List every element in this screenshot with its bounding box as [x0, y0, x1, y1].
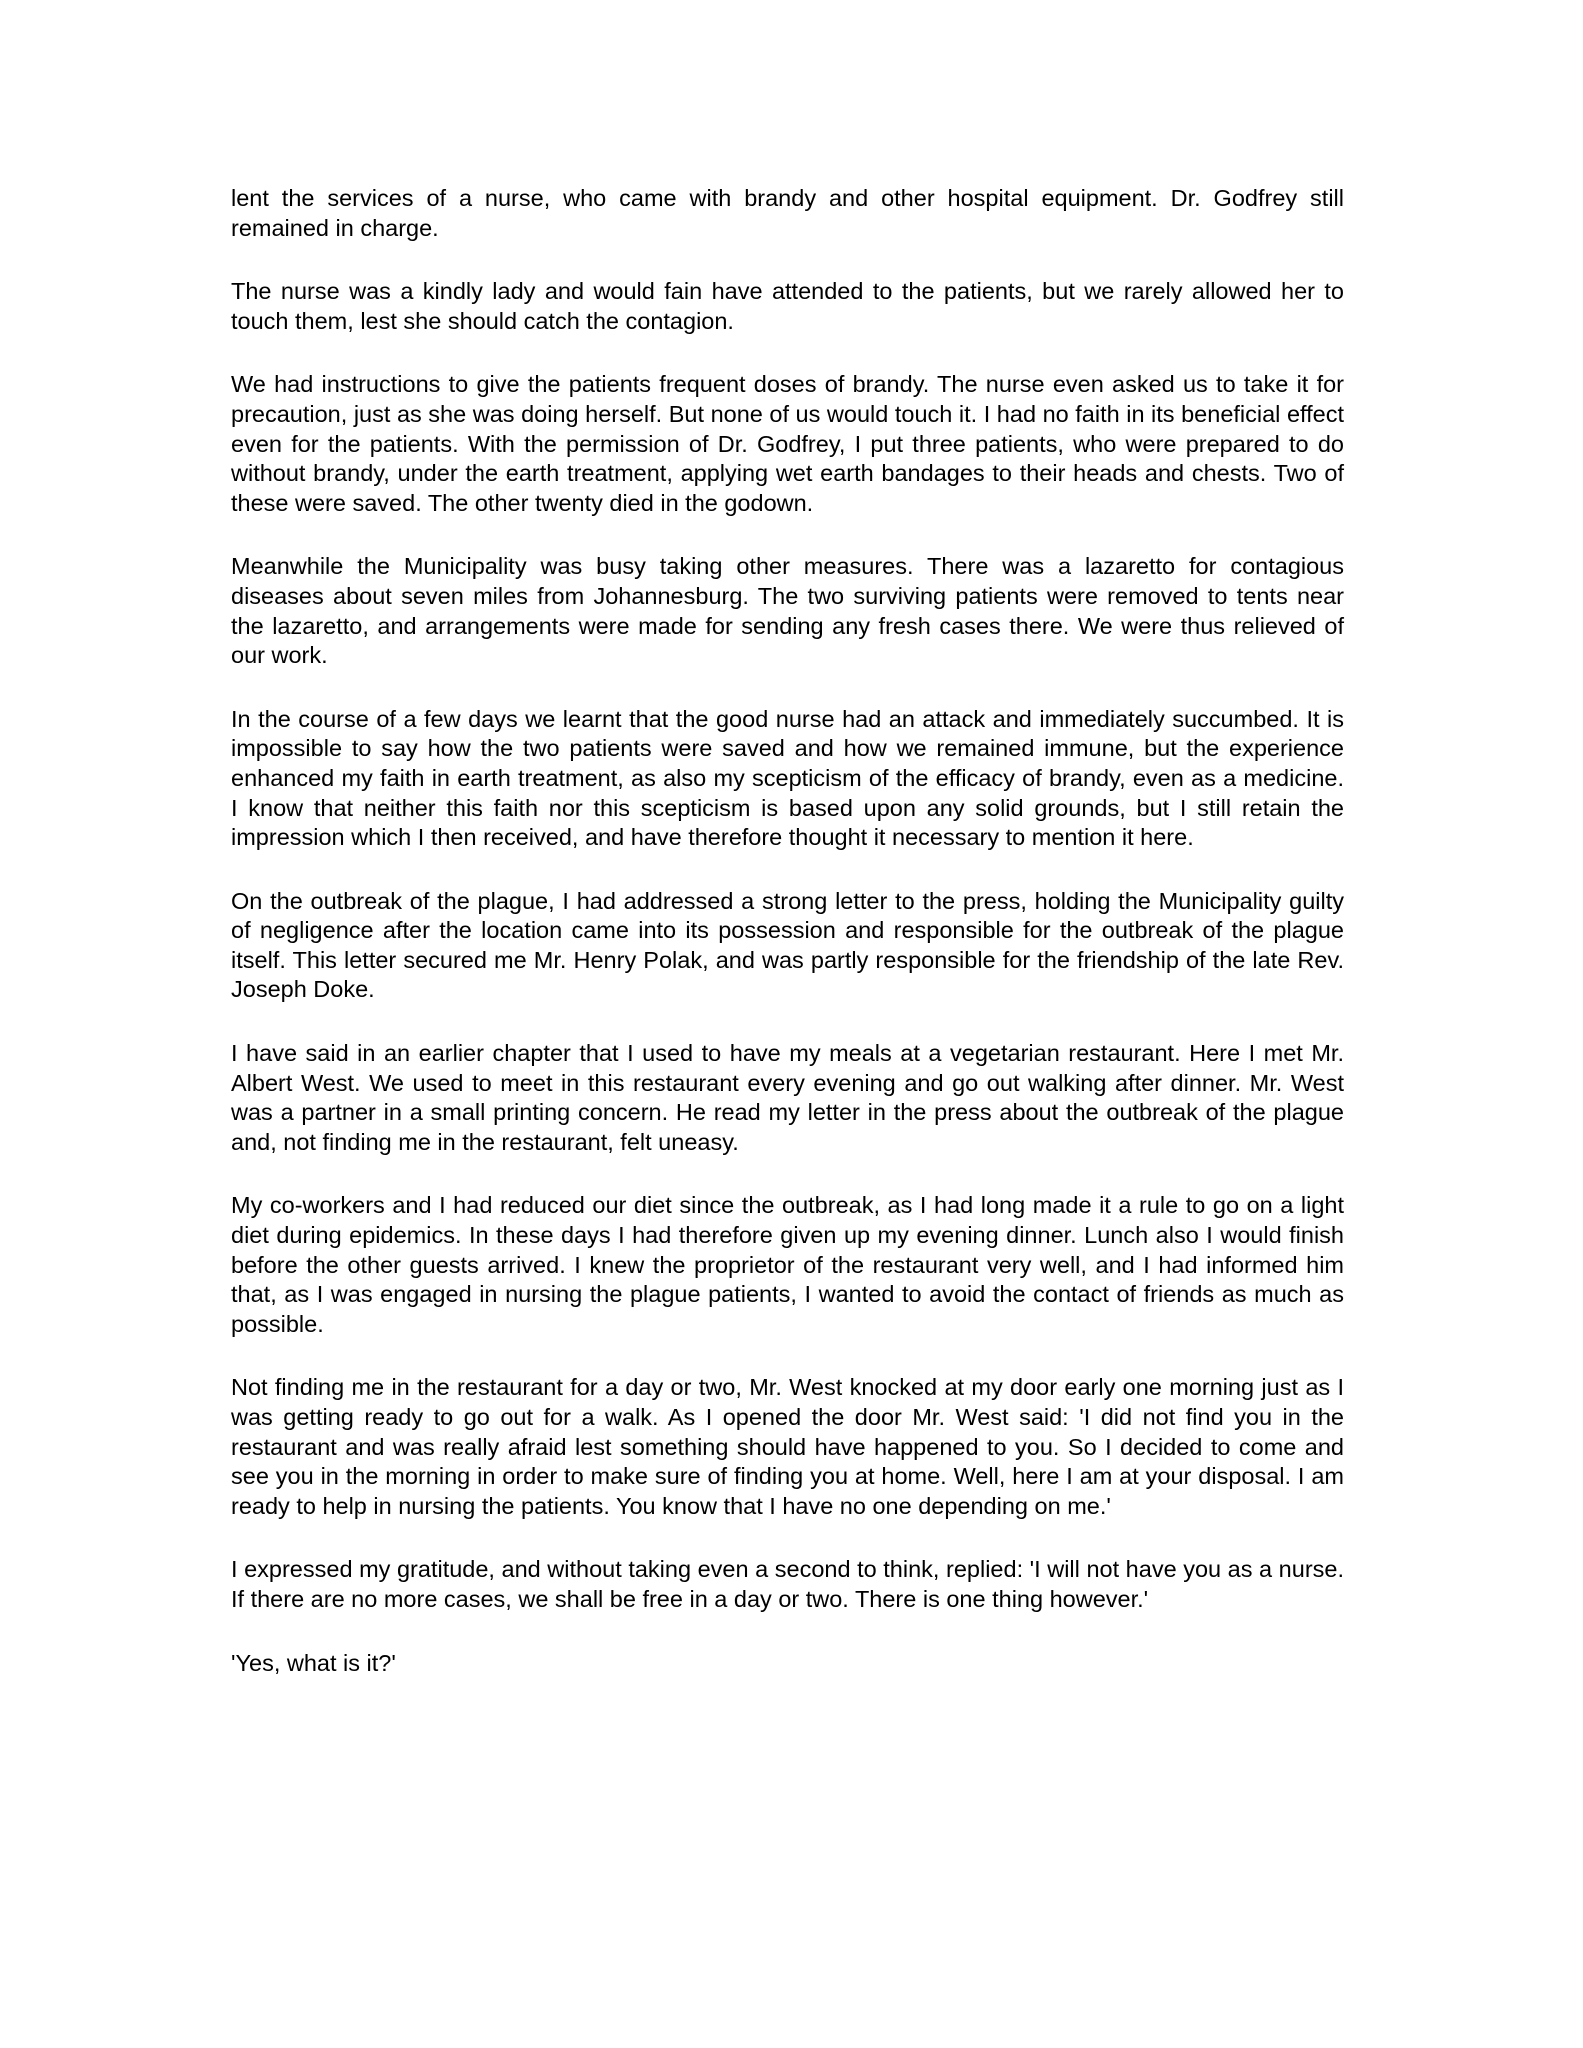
paragraph: The nurse was a kindly lady and would fain have attended to the patients, but we rarely allowed her to touch them, lest she should catch the contagion. [231, 278, 1344, 334]
body-text [231, 184, 1344, 1712]
paragraph: In the course of a few days we learnt that the good nurse had an attack and immediately succumbed. It is impossible to say how the two patients were saved and how we remained immune, but the experience enhanced my faith in earth treatment, as also my scepticism of the efficacy of brandy, even as a medicine. I know that neither this faith nor this scepticism is based upon any solid grounds, but I still retain the impression which I then received, and have therefore thought it necessary to mention it here. [231, 705, 1344, 851]
paragraph: On the outbreak of the plague, I had addressed a strong letter to the press, holding the Municipality guilty of negligence after the location came into its possession and responsible for the outbreak of the plague itself. This letter secured me Mr. Henry Polak, and was partly responsible for the friendship of the late Rev. Joseph Doke. [231, 887, 1344, 1003]
paragraph: lent the services of a nurse, who came with brandy and other hospital equipment. Dr. Godfrey still remained in charge. [231, 185, 1344, 241]
paragraph: Meanwhile the Municipality was busy taking other measures. There was a lazaretto for contagious diseases about seven miles from Johannesburg. The two surviving patients were removed to tents near the lazaretto, and arrangements were made for sending any fresh cases there. We were thus relieved of our work. [231, 553, 1344, 669]
paragraph: Not finding me in the restaurant for a day or two, Mr. West knocked at my door early one morning just as I was getting ready to go out for a walk. As I opened the door Mr. West said: 'I did not find you in the restaurant and was really afraid lest something should have happened to you. So I decided to come and see you in the morning in order to make sure of finding you at home. Well, here I am at your disposal. I am ready to help in nursing the patients. You know that I have no one depending on me.' [231, 1374, 1344, 1519]
paragraph: I expressed my gratitude, and without taking even a second to think, replied: 'I will not have you as a nurse. If there are no more cases, we shall be free in a day or two. There is one thing however.' [231, 1556, 1344, 1612]
paragraph: I have said in an earlier chapter that I used to have my meals at a vegetarian restaurant. Here I met Mr. Albert West. We used to meet in this restaurant every evening and go out walking after dinner. Mr. West was a partner in a small printing concern. He read my letter in the press about the outbreak of the plague and, not finding me in the restaurant, felt uneasy. [231, 1040, 1344, 1155]
paragraph: My co-workers and I had reduced our diet since the outbreak, as I had long made it a rule to go on a light diet during epidemics. In these days I had therefore given up my evening dinner. Lunch also I would finish before the other guests arrived. I knew the proprietor of the restaurant very well, and I had informed him that, as I was engaged in nursing the plague patients, I wanted to avoid the contact of friends as much as possible. [231, 1192, 1344, 1337]
paragraph: 'Yes, what is it?' [231, 1649, 396, 1676]
paragraph: We had instructions to give the patients frequent doses of brandy. The nurse even asked us to take it for precaution, just as she was doing herself. But none of us would touch it. I had no faith in its beneficial effect even for the patients. With the permission of Dr. Godfrey, I put three patients, who were prepared to do without brandy, under the earth treatment, applying wet earth bandages to their heads and chests. Two of these were saved. The other twenty died in the godown. [231, 371, 1344, 516]
